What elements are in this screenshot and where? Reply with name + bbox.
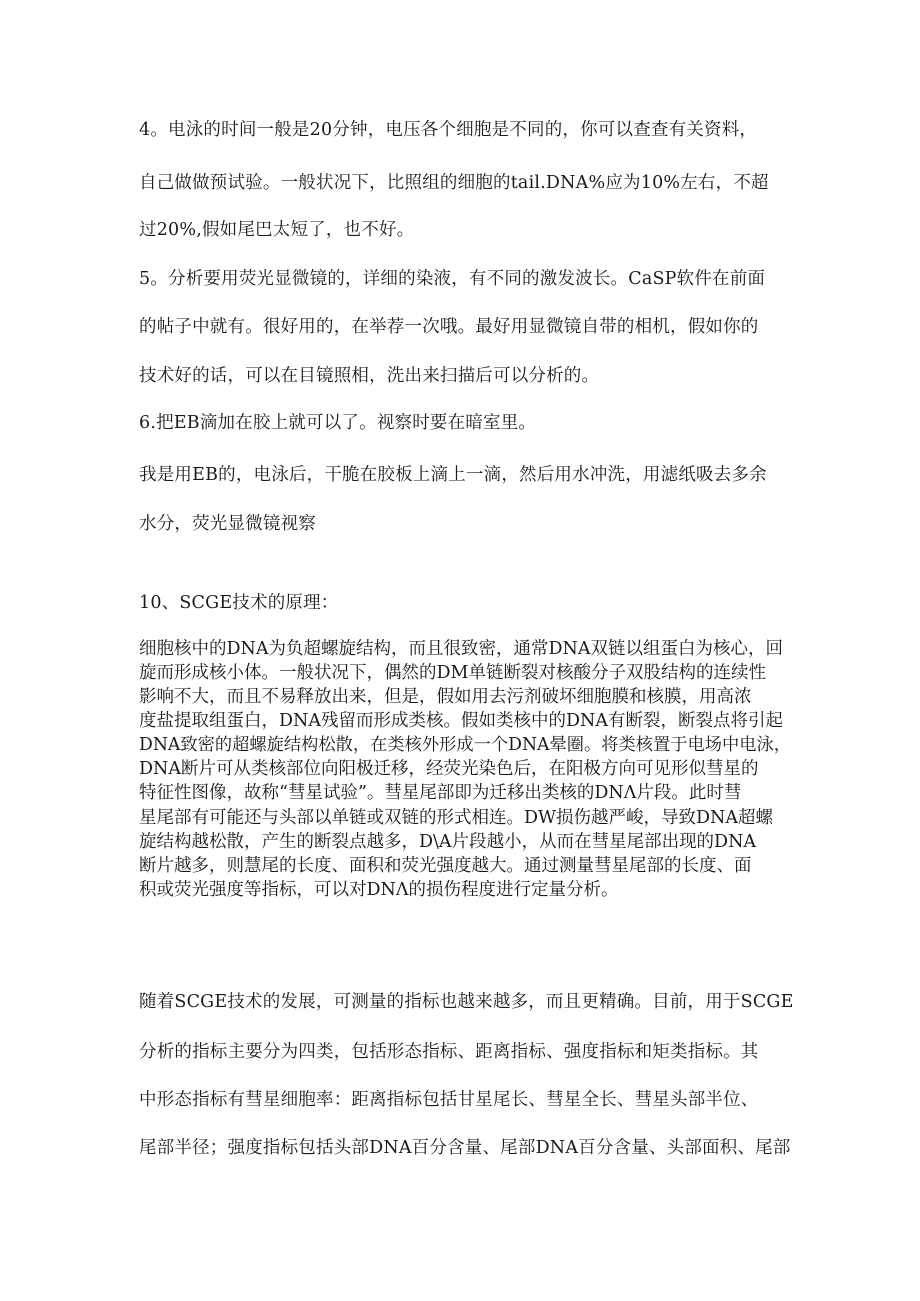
paragraph-line: 细胞核中的DNA为负超螺旋结构，而且很致密，通常DNA双链以组蛋白为核心，回 bbox=[139, 639, 783, 659]
paragraph-line: DNA断片可从类核部位向阳极迁移，经荧光染色后，在阳极方向可见形似彗星的 bbox=[139, 759, 759, 779]
paragraph-line: 积或荧光强度等指标，可以对DNΛ的损伤程度进行定量分析。 bbox=[139, 880, 619, 900]
paragraph-line: 水分，荧光显微镜视察 bbox=[139, 514, 316, 534]
paragraph-line: 断片越多，则慧尾的长度、面积和荧光强度越大。通过测量彗星尾部的长度、面 bbox=[139, 856, 752, 876]
paragraph-line: 中形态指标有彗星细胞率：距离指标包括甘星尾长、彗星全长、彗星头部半位、 bbox=[139, 1090, 759, 1110]
paragraph-line: 的帖子中就有。很好用的，在举荐一次哦。最好用显微镜自带的相机，假如你的 bbox=[139, 317, 759, 337]
section-heading: 10、SCGE技术的原理： bbox=[139, 593, 339, 613]
paragraph-line: 过20%,假如尾巴太短了，也不好。 bbox=[139, 220, 415, 240]
paragraph-line: 自己做做预试验。一般状况下，比照组的细胞的tail.DNA%应为10%左右，不超 bbox=[139, 173, 769, 193]
paragraph-line: 尾部半径；强度指标包括头部DNA百分含量、尾部DNA百分含量、头部面积、尾部 bbox=[139, 1138, 791, 1158]
paragraph-line: 5。分析要用荧光显微镜的，详细的染液，有不同的激发波长。CaSP软件在前面 bbox=[139, 269, 766, 289]
paragraph-line: 旋而形成核小体。一般状况下，偶然的DM单链断裂对核酸分子双股结构的连续性 bbox=[139, 663, 766, 683]
paragraph-line: 技术好的话，可以在目镜照相，洗出来扫描后可以分析的。 bbox=[139, 366, 600, 386]
paragraph-line: 4。电泳的时间一般是20分钟，电压各个细胞是不同的，你可以查查有关资料， bbox=[139, 120, 758, 140]
paragraph-line: 6.把EB滴加在胶上就可以了。视察时要在暗室里。 bbox=[139, 413, 537, 433]
paragraph-line: 星尾部有可能还与头部以单链或双链的形式相连。DW损伤越严峻，导致DNA超螺 bbox=[139, 808, 773, 828]
paragraph-line: 随着SCGE技术的发展，可测量的指标也越来越多，而且更精确。目前，用于SCGE bbox=[139, 992, 794, 1012]
paragraph-line: 特征性图像，故称“彗星试验”。彗星尾部即为迁移出类核的DNΛ片段。此时彗 bbox=[139, 783, 742, 803]
paragraph-line: 度盐提取组蛋白，DNA残留而形成类核。假如类核中的DNA有断裂，断裂点将引起 bbox=[139, 711, 783, 731]
paragraph-line: 我是用EB的，电泳后，干脆在胶板上滴上一滴，然后用水冲洗，用滤纸吸去多余 bbox=[139, 465, 767, 485]
paragraph-line: 旋结构越松散，产生的断裂点越多，D\A片段越小，从而在彗星尾部出现的DNA bbox=[139, 832, 757, 852]
paragraph-line: DNA致密的超螺旋结构松散，在类核外形成一个DNA晕圈。将类核置于电场中电泳， bbox=[139, 735, 792, 755]
paragraph-line: 分析的指标主要分为四类，包括形态指标、距离指标、强度指标和矩类指标。其 bbox=[139, 1042, 759, 1062]
paragraph-line: 影响不大，而且不易释放出来，但是，假如用去污剂破坏细胞膜和核膜，用高浓 bbox=[139, 687, 752, 707]
